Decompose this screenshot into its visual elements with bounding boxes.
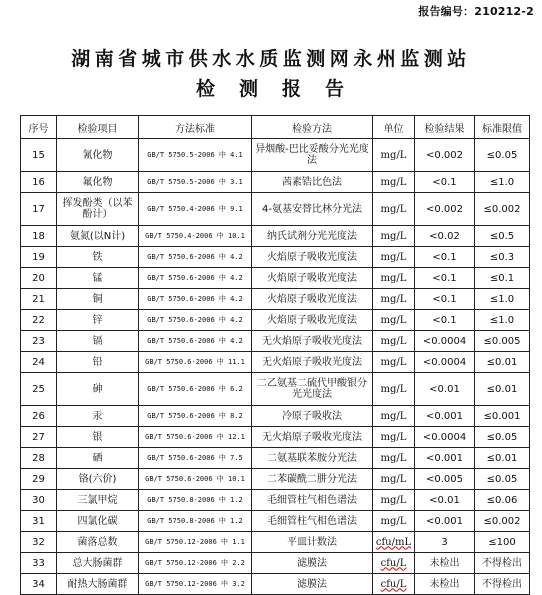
- cell-method: 火焰原子吸收光度法: [252, 247, 373, 268]
- cell-unit: mg/L: [373, 373, 415, 406]
- cell-limit: ≤0.01: [475, 448, 530, 469]
- cell-result: 未检出: [415, 553, 475, 574]
- cell-no: 32: [21, 532, 57, 553]
- cell-standard: GB/T 5750.4-2006 中 9.1: [139, 193, 252, 226]
- cell-method: 4-氨基安替比林分光法: [252, 193, 373, 226]
- cell-item: 三氯甲烷: [57, 490, 139, 511]
- cell-unit: mg/L: [373, 490, 415, 511]
- cell-standard: GB/T 5750.12-2006 中 3.2: [139, 574, 252, 595]
- cell-item: 铬(六价): [57, 469, 139, 490]
- cell-limit: ≤0.005: [475, 331, 530, 352]
- cell-unit: mg/L: [373, 406, 415, 427]
- cell-unit: mg/L: [373, 139, 415, 172]
- cell-no: 26: [21, 406, 57, 427]
- cell-item: 四氯化碳: [57, 511, 139, 532]
- cell-no: 31: [21, 511, 57, 532]
- cell-unit: cfu/L: [373, 574, 415, 595]
- cell-standard: GB/T 5750.12-2006 中 1.1: [139, 532, 252, 553]
- cell-method: 无火焰原子吸收光度法: [252, 427, 373, 448]
- cell-standard: GB/T 5750.6-2006 中 4.2: [139, 247, 252, 268]
- cell-standard: GB/T 5750.6-2006 中 4.2: [139, 310, 252, 331]
- cell-no: 28: [21, 448, 57, 469]
- cell-result: <0.001: [415, 511, 475, 532]
- cell-limit: ≤1.0: [475, 289, 530, 310]
- cell-result: <0.1: [415, 172, 475, 193]
- cell-no: 16: [21, 172, 57, 193]
- cell-unit: mg/L: [373, 469, 415, 490]
- report-number: 报告编号：210212-2: [418, 5, 534, 18]
- cell-result: <0.02: [415, 226, 475, 247]
- cell-item: 氟化物: [57, 172, 139, 193]
- cell-no: 30: [21, 490, 57, 511]
- cell-standard: GB/T 5750.8-2006 中 1.2: [139, 490, 252, 511]
- cell-standard: GB/T 5750.6-2006 中 6.2: [139, 373, 252, 406]
- cell-unit: mg/L: [373, 193, 415, 226]
- cell-no: 25: [21, 373, 57, 406]
- cell-standard: GB/T 5750.6-2006 中 12.1: [139, 427, 252, 448]
- cell-standard: GB/T 5750.6-2006 中 10.1: [139, 469, 252, 490]
- cell-standard: GB/T 5750.6-2006 中 4.2: [139, 289, 252, 310]
- cell-limit: ≤0.001: [475, 406, 530, 427]
- cell-no: 17: [21, 193, 57, 226]
- cell-item: 锌: [57, 310, 139, 331]
- cell-unit: cfu/mL: [373, 532, 415, 553]
- cell-standard: GB/T 5750.5-2006 中 4.1: [139, 139, 252, 172]
- cell-no: 23: [21, 331, 57, 352]
- cell-method: 二氨基联苯胺分光法: [252, 448, 373, 469]
- cell-standard: GB/T 5750.4-2006 中 10.1: [139, 226, 252, 247]
- table-row: [21, 172, 530, 193]
- cell-result: 未检出: [415, 574, 475, 595]
- cell-unit: mg/L: [373, 331, 415, 352]
- cell-no: 21: [21, 289, 57, 310]
- cell-limit: ≤0.3: [475, 247, 530, 268]
- cell-item: 锰: [57, 268, 139, 289]
- table-row: [21, 574, 530, 595]
- cell-method: 二乙氨基二硫代甲酸银分光光度法: [252, 373, 373, 406]
- cell-limit: ≤0.01: [475, 373, 530, 406]
- cell-no: 19: [21, 247, 57, 268]
- cell-limit: ≤0.05: [475, 427, 530, 448]
- cell-method: 冷原子吸收法: [252, 406, 373, 427]
- cell-item: 菌落总数: [57, 532, 139, 553]
- cell-unit: mg/L: [373, 310, 415, 331]
- cell-result: <0.1: [415, 310, 475, 331]
- table-row: [21, 331, 530, 352]
- cell-limit: ≤1.0: [475, 310, 530, 331]
- cell-limit: 不得检出: [475, 574, 530, 595]
- cell-method: 无火焰原子吸收光度法: [252, 352, 373, 373]
- column-header-standard: 方法标准: [139, 116, 252, 139]
- cell-item: 铁: [57, 247, 139, 268]
- cell-no: 22: [21, 310, 57, 331]
- table-row: [21, 268, 530, 289]
- cell-item: 总大肠菌群: [57, 553, 139, 574]
- cell-method: 二苯碳酰二肼分光法: [252, 469, 373, 490]
- cell-unit: mg/L: [373, 247, 415, 268]
- table-row: [21, 289, 530, 310]
- table-row: [21, 490, 530, 511]
- column-header-result: 检验结果: [415, 116, 475, 139]
- cell-result: <0.01: [415, 373, 475, 406]
- cell-result: <0.0004: [415, 427, 475, 448]
- cell-result: <0.001: [415, 406, 475, 427]
- cell-limit: 不得检出: [475, 553, 530, 574]
- cell-result: <0.0004: [415, 331, 475, 352]
- cell-method: 滤膜法: [252, 574, 373, 595]
- cell-item: 耐热大肠菌群: [57, 574, 139, 595]
- cell-no: 27: [21, 427, 57, 448]
- cell-no: 15: [21, 139, 57, 172]
- cell-method: 毛细管柱气相色谱法: [252, 511, 373, 532]
- cell-limit: ≤0.5: [475, 226, 530, 247]
- cell-standard: GB/T 5750.6-2006 中 7.5: [139, 448, 252, 469]
- table-row: [21, 469, 530, 490]
- cell-standard: GB/T 5750.6-2006 中 4.2: [139, 331, 252, 352]
- cell-limit: ≤0.01: [475, 352, 530, 373]
- cell-result: <0.001: [415, 448, 475, 469]
- cell-method: 火焰原子吸收光度法: [252, 268, 373, 289]
- cell-no: 24: [21, 352, 57, 373]
- cell-method: 火焰原子吸收光度法: [252, 310, 373, 331]
- cell-standard: GB/T 5750.5-2006 中 3.1: [139, 172, 252, 193]
- cell-result: 3: [415, 532, 475, 553]
- cell-result: <0.002: [415, 139, 475, 172]
- cell-result: <0.0004: [415, 352, 475, 373]
- table-row: [21, 448, 530, 469]
- table-row: [21, 310, 530, 331]
- table-row: [21, 532, 530, 553]
- cell-method: 异烟酸-巴比妥酸分光光度法: [252, 139, 373, 172]
- cell-unit: mg/L: [373, 352, 415, 373]
- cell-unit: mg/L: [373, 289, 415, 310]
- report-title: 湖南省城市供水水质监测网永州监测站: [71, 48, 471, 70]
- cell-standard: GB/T 5750.6-2006 中 4.2: [139, 268, 252, 289]
- cell-item: 银: [57, 427, 139, 448]
- cell-limit: ≤0.05: [475, 469, 530, 490]
- column-header-limit: 标准限值: [475, 116, 530, 139]
- cell-limit: ≤0.002: [475, 193, 530, 226]
- cell-item: 砷: [57, 373, 139, 406]
- column-header-no: 序号: [21, 116, 57, 139]
- cell-result: <0.1: [415, 289, 475, 310]
- cell-item: 汞: [57, 406, 139, 427]
- table-row: [21, 247, 530, 268]
- cell-standard: GB/T 5750.6-2006 中 8.2: [139, 406, 252, 427]
- cell-item: 硒: [57, 448, 139, 469]
- cell-result: <0.1: [415, 247, 475, 268]
- table-row: [21, 139, 530, 172]
- table-row: [21, 406, 530, 427]
- cell-limit: ≤0.002: [475, 511, 530, 532]
- cell-method: 纳氏试剂分光光度法: [252, 226, 373, 247]
- cell-result: <0.01: [415, 490, 475, 511]
- cell-unit: mg/L: [373, 268, 415, 289]
- table-row: [21, 511, 530, 532]
- cell-unit: cfu/L: [373, 553, 415, 574]
- cell-limit: ≤0.05: [475, 139, 530, 172]
- table-row: [21, 352, 530, 373]
- table-header-row: [21, 116, 530, 139]
- cell-no: 29: [21, 469, 57, 490]
- cell-unit: mg/L: [373, 172, 415, 193]
- cell-method: 毛细管柱气相色谱法: [252, 490, 373, 511]
- table-row: [21, 553, 530, 574]
- cell-limit: ≤0.06: [475, 490, 530, 511]
- cell-method: 茜素锆比色法: [252, 172, 373, 193]
- cell-unit: mg/L: [373, 448, 415, 469]
- cell-unit: mg/L: [373, 511, 415, 532]
- cell-method: 无火焰原子吸收光度法: [252, 331, 373, 352]
- cell-unit: mg/L: [373, 427, 415, 448]
- report-subtitle: 检测报告: [195, 78, 368, 100]
- cell-item: 挥发酚类（以苯酚计）: [57, 193, 139, 226]
- cell-result: <0.002: [415, 193, 475, 226]
- table-row: [21, 373, 530, 406]
- cell-unit: mg/L: [373, 226, 415, 247]
- column-header-unit: 单位: [373, 116, 415, 139]
- cell-no: 20: [21, 268, 57, 289]
- cell-limit: ≤100: [475, 532, 530, 553]
- cell-item: 镉: [57, 331, 139, 352]
- column-header-item: 检验项目: [57, 116, 139, 139]
- column-header-method: 检验方法: [252, 116, 373, 139]
- cell-limit: ≤1.0: [475, 172, 530, 193]
- table-row: [21, 226, 530, 247]
- cell-result: <0.005: [415, 469, 475, 490]
- cell-item: 铅: [57, 352, 139, 373]
- cell-standard: GB/T 5750.6-2006 中 11.1: [139, 352, 252, 373]
- cell-no: 33: [21, 553, 57, 574]
- cell-item: 氨氮(以N计): [57, 226, 139, 247]
- cell-standard: GB/T 5750.8-2006 中 1.2: [139, 511, 252, 532]
- table-row: [21, 427, 530, 448]
- cell-method: 平皿计数法: [252, 532, 373, 553]
- cell-standard: GB/T 5750.12-2006 中 2.2: [139, 553, 252, 574]
- results-table: [20, 115, 530, 595]
- cell-no: 34: [21, 574, 57, 595]
- cell-result: <0.1: [415, 268, 475, 289]
- cell-item: 氰化物: [57, 139, 139, 172]
- cell-item: 铜: [57, 289, 139, 310]
- cell-limit: ≤0.1: [475, 268, 530, 289]
- cell-method: 滤膜法: [252, 553, 373, 574]
- cell-method: 火焰原子吸收光度法: [252, 289, 373, 310]
- table-row: [21, 193, 530, 226]
- cell-no: 18: [21, 226, 57, 247]
